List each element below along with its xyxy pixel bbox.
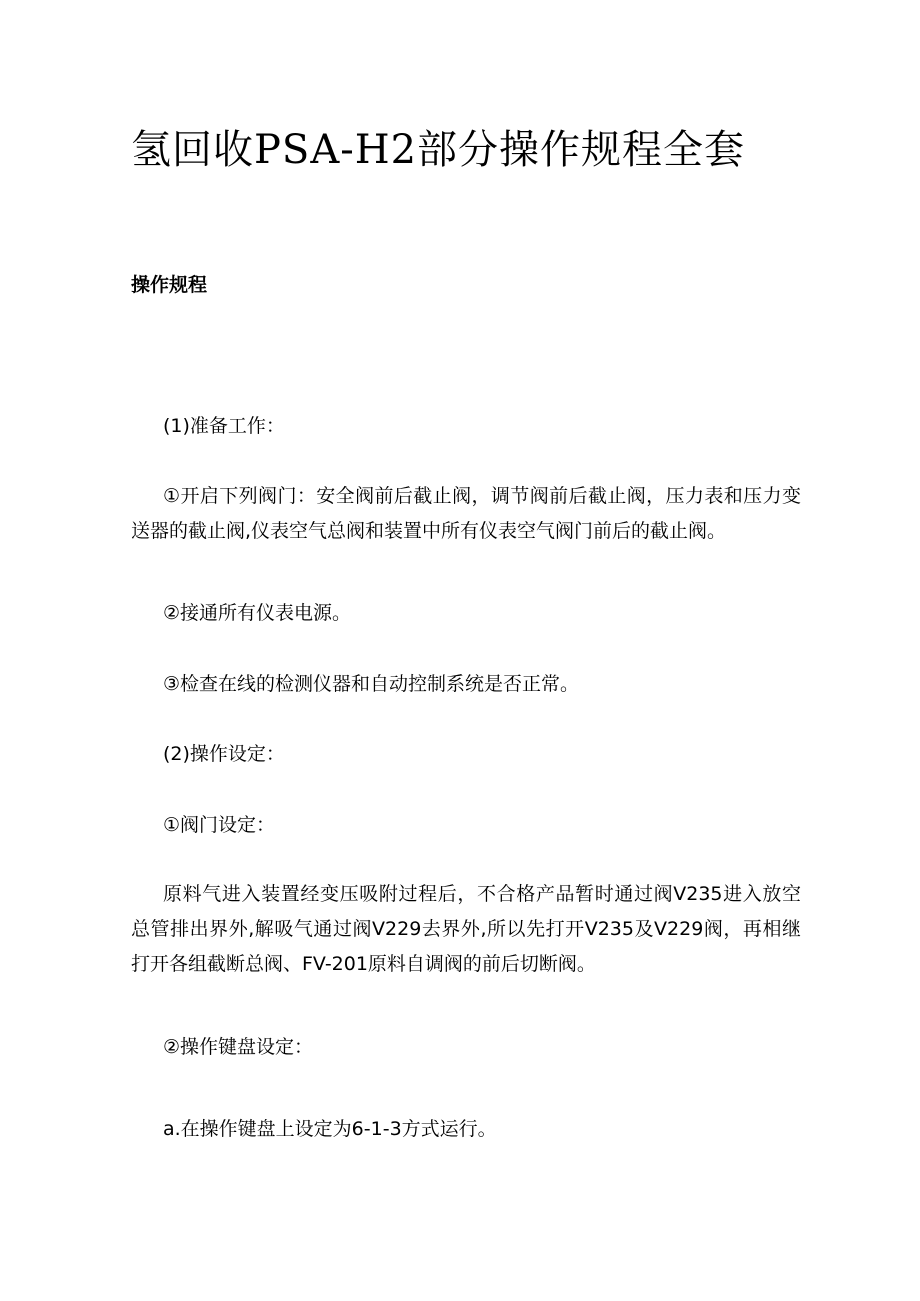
paragraph-check-instruments: ③检查在线的检测仪器和自动控制系统是否正常。 xyxy=(163,673,580,695)
paragraph-power-on: ②接通所有仪表电源。 xyxy=(163,602,352,624)
section-heading: 操作规程 xyxy=(131,274,208,296)
paragraph-preparation-heading: (1)准备工作： xyxy=(163,415,285,437)
paragraph-operation-setting-heading: (2)操作设定： xyxy=(163,743,285,765)
document-title: 氢回收PSA-H2部分操作规程全套 xyxy=(131,127,746,173)
paragraph-keyboard-setting-heading: ②操作键盘设定： xyxy=(163,1036,314,1058)
paragraph-valve-setting-heading: ①阀门设定： xyxy=(163,814,276,836)
paragraph-open-valves: ①开启下列阀门：安全阀前后截止阀，调节阀前后截止阀，压力表和压力变送器的截止阀,仪表空气总阀和装置中所有仪表空气阀门前后的截止阀。 xyxy=(131,485,801,542)
paragraph-keyboard-mode: a.在操作键盘上设定为6-1-3方式运行。 xyxy=(163,1118,497,1140)
paragraph-valve-setting-body: 原料气进入装置经变压吸附过程后，不合格产品暂时通过阀V235进入放空总管排出界外,解吸气通过阀V229去界外,所以先打开V235及V229阀，再相继打开各组截断总阀、FV-201原料自调阀的前后切断阀。 xyxy=(131,883,801,975)
